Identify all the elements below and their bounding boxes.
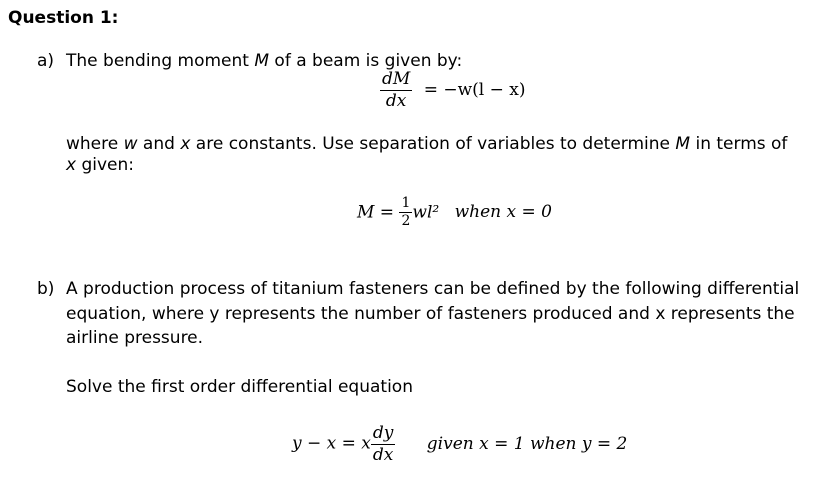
part-b-marker: b) [37,279,55,299]
eq2-lhs: M = [357,202,395,223]
equation-differential [292,424,627,464]
eq3-lhs: y − x = x [292,433,371,454]
line2-x: x [180,134,191,154]
equation-rhs: = −w(l − x) [423,79,526,100]
part-a-line3 [66,155,134,175]
part-a-intro-text: The bending moment [66,51,255,71]
line3-x: x [66,155,77,175]
line2-a: where [66,134,124,154]
part-b-line2: equation, where y represents the number of fasteners produced and x represents the [66,304,795,324]
fraction-numerator: dy [372,423,394,443]
fraction-denominator: dx [385,90,407,111]
line2-M: M [675,134,691,154]
equation-bending-moment [380,70,526,110]
fraction-numerator: 1 [399,196,412,213]
fraction-denominator: dx [372,444,394,465]
eq2-condition: when x = 0 [454,202,552,223]
part-a-intro-var: M [254,51,270,71]
eq2-wl: wl² [412,202,440,223]
fraction-dy-dx [371,424,396,464]
line3-tail: given: [76,155,135,175]
part-a-intro [66,51,462,71]
line2-b: and [137,134,181,154]
question-title: Question 1: [8,8,119,28]
equation-initial-condition [357,196,552,230]
fraction-dM-dx [380,70,412,110]
line2-c: are constants. Use separation of variables to determine [190,134,676,154]
part-a-line2 [66,134,787,154]
fraction-one-half [399,196,412,230]
fraction-denominator: 2 [401,213,411,230]
part-a-intro-tail: of a beam is given by: [269,51,463,71]
eq3-condition: given x = 1 when y = 2 [426,433,628,454]
part-b-line1: A production process of titanium fasteners can be defined by the following differential [66,279,800,299]
line2-d: in terms of [690,134,788,154]
part-b-instruction: Solve the first order differential equation [66,377,413,397]
line2-w: w [123,134,138,154]
part-b-line3: airline pressure. [66,328,204,348]
fraction-numerator: dM [382,69,411,89]
part-a-marker: a) [37,51,55,71]
